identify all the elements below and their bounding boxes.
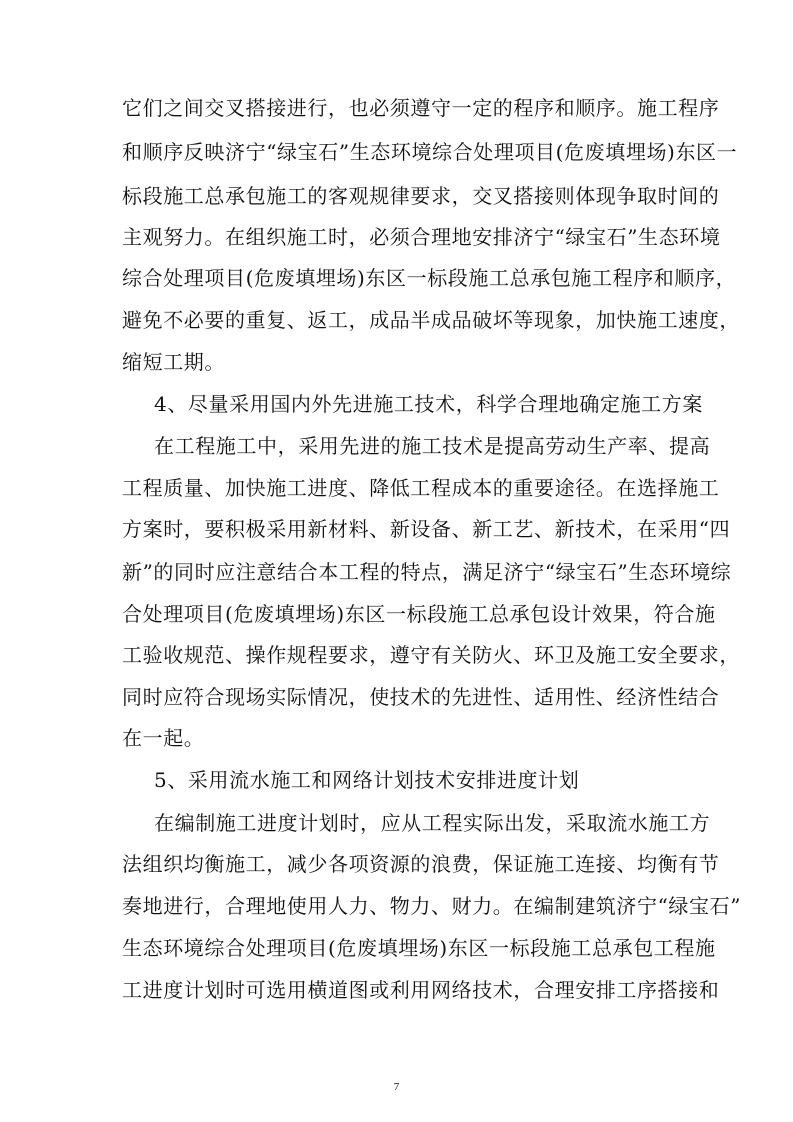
- paragraph-3-line-5: 工进度计划时可选用横道图或利用网络技术，合理安排工序搭接和: [122, 978, 720, 1002]
- paragraph-1-line-4: 主观努力。在组织施工时，必须合理地安排济宁“绿宝石”生态环境: [122, 225, 721, 249]
- paragraph-3-line-1: 在编制施工进度计划时，应从工程实际出发，采取流水施工方: [154, 811, 711, 835]
- section-heading-4: 4、尽量采用国内外先进施工技术，科学合理地确定施工方案: [154, 392, 703, 416]
- paragraph-2-line-1: 在工程施工中，采用先进的施工技术是提高劳动生产率、提高: [154, 434, 711, 458]
- paragraph-2-line-7: 同时应符合现场实际情况，使技术的先进性、适用性、经济性结合: [122, 685, 720, 709]
- paragraph-2-line-8: 在一起。: [122, 726, 205, 750]
- paragraph-1-line-2: 和顺序反映济宁“绿宝石”生态环境综合处理项目(危废填埋场)东区一: [122, 140, 738, 164]
- paragraph-1-line-3: 标段施工总承包施工的客观规律要求，交叉搭接则体现争取时间的: [122, 184, 720, 208]
- paragraph-2-line-2: 工程质量、加快施工进度、降低工程成本的重要途径。在选择施工: [122, 476, 720, 500]
- section-heading-5: 5、采用流水施工和网络计划技术安排进度计划: [154, 768, 580, 792]
- paragraph-1-line-5: 综合处理项目(危废填埋场)东区一标段施工总承包施工程序和顺序，: [122, 266, 737, 290]
- paragraph-2-line-4: 新”的同时应注意结合本工程的特点，满足济宁“绿宝石”生态环境综: [122, 560, 732, 584]
- paragraph-2-line-5: 合处理项目(危废填埋场)东区一标段施工总承包设计效果，符合施: [122, 602, 716, 626]
- paragraph-2-line-3: 方案时，要积极采用新材料、新设备、新工艺、新技术，在采用“四: [122, 517, 731, 541]
- paragraph-1-line-1: 它们之间交叉搭接进行，也必须遵守一定的程序和顺序。施工程序: [122, 96, 720, 120]
- page-number: 7: [393, 1081, 400, 1093]
- paragraph-3-line-3: 奏地进行，合理地使用人力、物力、财力。在编制建筑济宁“绿宝石”: [122, 894, 742, 918]
- paragraph-3-line-2: 法组织均衡施工，减少各项资源的浪费，保证施工连接、均衡有节: [122, 852, 720, 876]
- paragraph-1-line-7: 缩短工期。: [122, 350, 225, 374]
- paragraph-2-line-6: 工验收规范、操作规程要求，遵守有关防火、环卫及施工安全要求，: [122, 643, 740, 667]
- paragraph-3-line-4: 生态环境综合处理项目(危废填埋场)东区一标段施工总承包工程施: [122, 936, 716, 960]
- paragraph-1-line-6: 避免不必要的重复、返工，成品半成品破坏等现象，加快施工速度，: [122, 308, 740, 332]
